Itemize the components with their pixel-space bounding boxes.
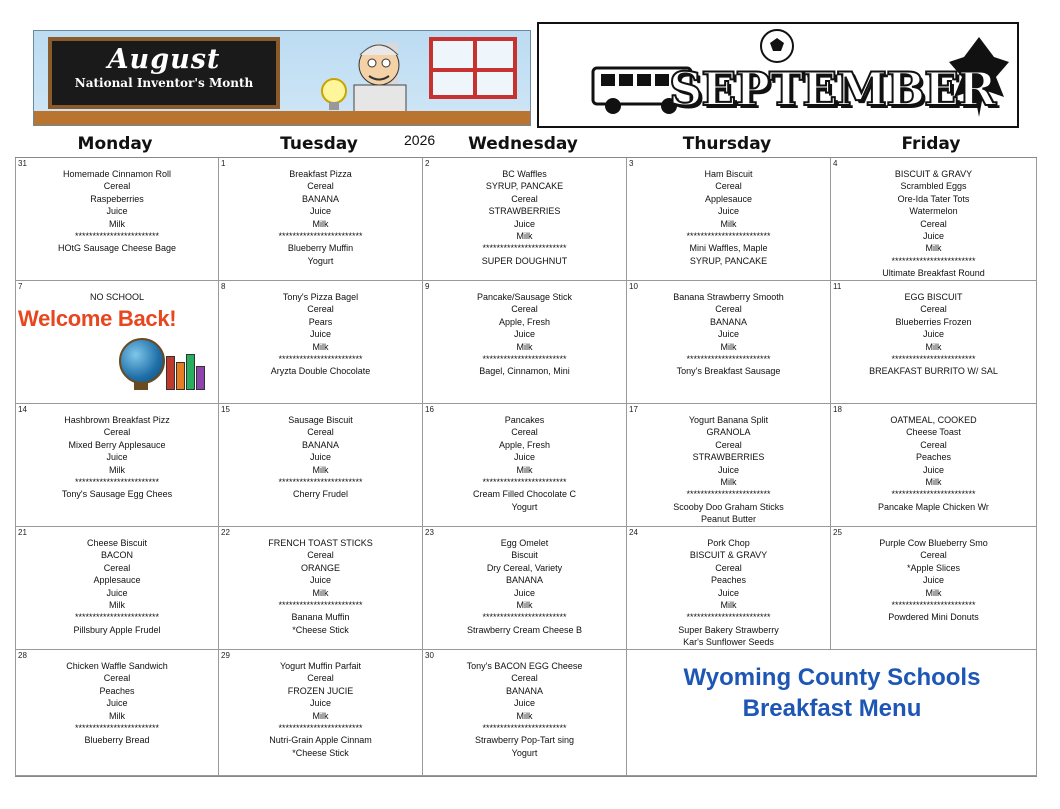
menu-item: Juice <box>513 452 535 463</box>
day-cell <box>831 281 1037 404</box>
day-cell <box>423 281 627 404</box>
menu-item: Cereal <box>307 550 334 561</box>
menu-items <box>831 168 1036 280</box>
day-cell <box>423 404 627 527</box>
menu-item: Cereal <box>715 439 742 450</box>
menu-item: ************************ <box>482 612 567 623</box>
menu-item: ************************ <box>686 231 771 242</box>
menu-items <box>831 537 1036 624</box>
menu-item: Milk <box>720 600 737 611</box>
menu-item: BANANA <box>301 439 339 450</box>
day-cell <box>15 281 219 404</box>
menu-item: Juice <box>717 587 739 598</box>
menu-item: Ultimate Breakfast Round <box>882 268 985 279</box>
menu-item: *Apple Slices <box>906 562 961 573</box>
menu-items <box>831 414 1036 513</box>
day-header-monday: Monday <box>77 134 153 154</box>
day-cell <box>423 650 627 776</box>
menu-item: Super Bakery Strawberry <box>678 624 779 635</box>
menu-item: Watermelon <box>909 206 958 217</box>
menu-item: BC Waffles <box>502 169 547 179</box>
menu-item: Purple Cow Blueberry Smo <box>879 538 988 548</box>
menu-item: Pears <box>308 316 333 327</box>
day-number: 31 <box>18 159 27 168</box>
books-icon <box>166 354 208 390</box>
menu-item: Cereal <box>307 304 334 315</box>
menu-item: Sausage Biscuit <box>288 415 353 425</box>
menu-item: OATMEAL, COOKED <box>890 415 977 425</box>
menu-items <box>627 414 830 526</box>
menu-item: Tony's Pizza Bagel <box>282 292 359 302</box>
august-banner <box>33 30 531 126</box>
desk <box>34 111 530 125</box>
day-number: 9 <box>425 282 430 291</box>
menu-item: Apple, Fresh <box>498 316 551 327</box>
menu-item: Juice <box>106 206 128 217</box>
menu-items <box>423 660 626 759</box>
day-number: 18 <box>833 405 842 414</box>
menu-item: ************************ <box>482 243 567 254</box>
menu-item: SUPER DOUGHNUT <box>481 255 568 266</box>
day-cell <box>423 527 627 650</box>
menu-item: Pancake/Sausage Stick <box>476 292 573 302</box>
menu-items <box>423 291 626 378</box>
menu-item: Milk <box>516 464 533 475</box>
menu-item: EGG BISCUIT <box>904 292 963 302</box>
menu-item: Scooby Doo Graham Sticks <box>673 501 784 512</box>
menu-item: Cereal <box>920 304 947 315</box>
day-number: 2 <box>425 159 430 168</box>
menu-item: Aryzta Double Chocolate <box>270 366 371 377</box>
menu-item: Dry Cereal, Variety <box>486 562 563 573</box>
menu-item: Cereal <box>511 193 538 204</box>
day-number: 3 <box>629 159 634 168</box>
september-banner <box>537 22 1019 128</box>
day-number: 25 <box>833 528 842 537</box>
menu-item: Tony's Sausage Egg Chees <box>61 489 173 500</box>
day-number: 15 <box>221 405 230 414</box>
menu-item: Milk <box>109 600 125 611</box>
menu-items <box>831 291 1036 378</box>
menu-item: ************************ <box>278 231 363 242</box>
day-header-friday: Friday <box>901 134 961 154</box>
menu-item: Yogurt Muffin Parfait <box>279 661 362 671</box>
menu-item: Cereal <box>307 181 334 192</box>
year-label: 2026 <box>404 132 436 148</box>
august-subtitle: National Inventor's Month <box>74 76 254 90</box>
menu-item: Cereal <box>920 550 947 561</box>
menu-item: Cream Filled Chocolate C <box>472 489 577 500</box>
menu-item: HOtG Sausage Cheese Bage <box>57 243 177 254</box>
menu-item: Cereal <box>715 304 742 315</box>
menu-name: Breakfast Menu <box>742 695 922 722</box>
menu-item: ************************ <box>891 354 976 365</box>
globe-icon <box>119 338 165 384</box>
menu-item: Blueberry Muffin <box>287 243 354 254</box>
menu-item: BISCUIT & GRAVY <box>894 169 973 179</box>
menu-item: Milk <box>516 710 533 721</box>
menu-item: ************************ <box>891 255 976 266</box>
menu-item: ************************ <box>278 600 363 611</box>
menu-items <box>219 168 422 267</box>
menu-item: Cereal <box>307 673 334 684</box>
day-number: 1 <box>221 159 226 168</box>
menu-item: Pillsbury Apple Frudel <box>73 624 161 635</box>
menu-item: Milk <box>312 218 329 229</box>
menu-item: Juice <box>717 464 739 475</box>
menu-items <box>16 414 218 501</box>
menu-item: Milk <box>312 587 329 598</box>
menu-item: ************************ <box>891 489 976 500</box>
menu-item: Scrambled Eggs <box>900 181 967 192</box>
menu-item: ************************ <box>74 612 160 623</box>
menu-item: ************************ <box>686 489 771 500</box>
menu-items <box>219 537 422 636</box>
day-cell <box>831 527 1037 650</box>
menu-item: Blueberry Bread <box>84 735 150 746</box>
menu-item: Yogurt <box>307 255 334 266</box>
menu-item: Cereal <box>103 562 131 573</box>
menu-item: Strawberry Pop-Tart sing <box>474 735 575 746</box>
menu-item: Chicken Waffle Sandwich <box>66 661 168 671</box>
day-number: 24 <box>629 528 638 537</box>
menu-item: Nutri-Grain Apple Cinnam <box>269 735 372 746</box>
day-number: 16 <box>425 405 434 414</box>
menu-item: Milk <box>925 243 942 254</box>
menu-item: Cereal <box>511 304 538 315</box>
menu-item: Kar's Sunflower Seeds <box>683 637 774 648</box>
menu-item: Ham Biscuit <box>704 169 753 179</box>
menu-items <box>627 537 830 649</box>
soccer-ball-icon <box>757 26 797 66</box>
menu-item: ************************ <box>278 723 363 734</box>
day-number: 17 <box>629 405 638 414</box>
day-number: 14 <box>18 405 27 414</box>
menu-items <box>219 660 422 759</box>
menu-item: Milk <box>516 231 533 242</box>
menu-item: Cereal <box>715 181 742 192</box>
chalkboard <box>48 37 280 109</box>
day-number: 10 <box>629 282 638 291</box>
menu-items <box>627 168 830 267</box>
menu-item: Tony's BACON EGG Cheese <box>466 661 583 671</box>
menu-item: Blueberries Frozen <box>895 316 972 327</box>
menu-items <box>16 291 218 303</box>
menu-item: Juice <box>309 206 331 217</box>
menu-item: Juice <box>513 587 535 598</box>
menu-item: Milk <box>109 218 125 229</box>
menu-item: FRENCH TOAST STICKS <box>268 538 373 548</box>
day-cell <box>627 527 831 650</box>
menu-item: ************************ <box>686 354 771 365</box>
menu-items <box>219 414 422 501</box>
menu-item: NO SCHOOL <box>89 292 144 302</box>
day-number: 21 <box>18 528 27 537</box>
menu-item: Juice <box>106 698 128 709</box>
day-number: 29 <box>221 651 230 660</box>
menu-item: Bagel, Cinnamon, Mini <box>479 366 570 377</box>
menu-item: Cereal <box>103 427 131 438</box>
menu-item: BANANA <box>505 575 543 586</box>
day-cell <box>219 404 423 527</box>
menu-item: BACON <box>100 550 133 561</box>
menu-item: Cheese Toast <box>906 427 961 438</box>
menu-item: Cereal <box>715 562 742 573</box>
day-number: 7 <box>18 282 23 291</box>
menu-item: Milk <box>312 464 329 475</box>
menu-item: Milk <box>109 464 125 475</box>
menu-item: Peaches <box>710 575 747 586</box>
september-title: SEPTEMBER <box>669 62 996 116</box>
menu-item: Peaches <box>99 685 135 696</box>
menu-item: Cherry Frudel <box>292 489 348 500</box>
menu-item: Raspeberries <box>90 193 144 204</box>
menu-item: Tony's Breakfast Sausage <box>676 366 781 377</box>
menu-item: ORANGE <box>300 562 340 573</box>
menu-items <box>16 537 218 636</box>
menu-item: GRANOLA <box>706 427 751 438</box>
menu-item: Yogurt <box>511 501 538 512</box>
day-cell <box>831 158 1037 281</box>
day-number: 28 <box>18 651 27 660</box>
menu-item: Pancakes <box>504 415 545 425</box>
menu-item: BISCUIT & GRAVY <box>689 550 768 561</box>
menu-items <box>423 537 626 636</box>
menu-item: Juice <box>106 452 128 463</box>
day-cell <box>219 650 423 776</box>
menu-item: ************************ <box>74 723 160 734</box>
menu-item: Juice <box>106 587 128 598</box>
menu-item: Milk <box>720 218 737 229</box>
day-number: 22 <box>221 528 230 537</box>
day-cell <box>627 158 831 281</box>
day-cell <box>15 158 219 281</box>
menu-item: Milk <box>720 341 737 352</box>
day-header-tuesday: Tuesday <box>280 134 358 154</box>
menu-item: Milk <box>925 341 942 352</box>
menu-item: Juice <box>922 575 944 586</box>
day-cell <box>15 650 219 776</box>
day-number: 4 <box>833 159 838 168</box>
menu-items <box>16 168 218 255</box>
august-title: August <box>107 44 221 75</box>
menu-item: Applesauce <box>704 193 753 204</box>
menu-item: BANANA <box>709 316 747 327</box>
menu-item: Powdered Mini Donuts <box>888 612 979 623</box>
day-cell <box>219 527 423 650</box>
menu-item: ************************ <box>74 231 160 242</box>
menu-item: Milk <box>925 587 942 598</box>
menu-item: Banana Strawberry Smooth <box>673 292 784 302</box>
menu-item: Yogurt <box>511 747 538 758</box>
menu-item: Mixed Berry Applesauce <box>68 439 166 450</box>
day-cell <box>423 158 627 281</box>
menu-item: Banana Muffin <box>291 612 350 623</box>
day-cell <box>15 404 219 527</box>
menu-item: ************************ <box>482 477 567 488</box>
menu-item: ************************ <box>686 612 771 623</box>
menu-item: ************************ <box>278 477 363 488</box>
day-cell <box>627 281 831 404</box>
menu-item: ************************ <box>891 600 976 611</box>
menu-item: Cereal <box>307 427 334 438</box>
menu-item: Biscuit <box>511 550 538 561</box>
menu-item: *Cheese Stick <box>292 747 349 758</box>
menu-item: ************************ <box>482 723 567 734</box>
menu-item: Mini Waffles, Maple <box>689 243 768 254</box>
menu-items <box>16 660 218 747</box>
menu-item: Yogurt Banana Split <box>688 415 769 425</box>
menu-item: Juice <box>513 698 535 709</box>
menu-item: BANANA <box>505 685 543 696</box>
menu-item: SYRUP, PANCAKE <box>485 181 564 192</box>
day-cell <box>219 158 423 281</box>
day-cell <box>627 404 831 527</box>
school-name: Wyoming County Schools <box>683 664 981 691</box>
menu-item: Juice <box>717 206 739 217</box>
globe-stand <box>134 382 148 390</box>
menu-item: Hashbrown Breakfast Pizz <box>64 415 170 425</box>
menu-item: Strawberry Cream Cheese B <box>466 624 583 635</box>
menu-item: Milk <box>109 710 125 721</box>
menu-item: Egg Omelet <box>500 538 549 548</box>
menu-item: Juice <box>922 231 944 242</box>
menu-item: Cereal <box>103 181 131 192</box>
menu-item: Juice <box>922 329 944 340</box>
menu-item: Juice <box>309 452 331 463</box>
menu-items <box>423 414 626 513</box>
menu-item: FROZEN JUCIE <box>287 685 354 696</box>
day-header-thursday: Thursday <box>682 134 772 154</box>
day-header-wednesday: Wednesday <box>468 134 578 154</box>
day-number: 11 <box>833 282 842 291</box>
menu-item: Peaches <box>915 452 952 463</box>
day-number: 23 <box>425 528 434 537</box>
window-decoration <box>429 37 517 99</box>
menu-item: Juice <box>513 329 535 340</box>
menu-item: Milk <box>720 477 737 488</box>
menu-item: Cereal <box>511 427 538 438</box>
menu-item: Homemade Cinnamon Roll <box>62 169 172 179</box>
menu-item: Juice <box>309 575 331 586</box>
menu-title <box>628 662 1036 724</box>
menu-item: ************************ <box>482 354 567 365</box>
menu-items <box>627 291 830 378</box>
menu-item: Milk <box>516 341 533 352</box>
day-cell <box>219 281 423 404</box>
menu-item: Breakfast Pizza <box>289 169 352 179</box>
menu-item: SYRUP, PANCAKE <box>689 255 768 266</box>
day-number: 30 <box>425 651 434 660</box>
menu-item: Juice <box>309 329 331 340</box>
menu-item: ************************ <box>278 354 363 365</box>
menu-items <box>423 168 626 267</box>
menu-item: Cereal <box>103 673 131 684</box>
menu-item: *Cheese Stick <box>292 624 349 635</box>
menu-item: Juice <box>717 329 739 340</box>
menu-item: ************************ <box>74 477 160 488</box>
menu-item: Ore-Ida Tater Tots <box>897 193 970 204</box>
menu-item: Milk <box>312 341 329 352</box>
menu-item: Milk <box>925 477 942 488</box>
menu-item: Cheese Biscuit <box>86 538 148 548</box>
menu-item: STRAWBERRIES <box>692 452 765 463</box>
menu-item: Juice <box>513 218 535 229</box>
menu-item: Cereal <box>920 439 947 450</box>
menu-item: BREAKFAST BURRITO W/ SAL <box>869 366 998 377</box>
menu-item: Cereal <box>920 218 947 229</box>
day-number: 8 <box>221 282 226 291</box>
menu-item: Pork Chop <box>707 538 750 548</box>
menu-item: Cereal <box>511 673 538 684</box>
menu-item: Milk <box>312 710 329 721</box>
day-cell <box>831 404 1037 527</box>
welcome-back-text: Welcome Back! <box>18 306 177 331</box>
menu-item: STRAWBERRIES <box>488 206 561 217</box>
menu-item: Applesauce <box>93 575 141 586</box>
menu-items <box>219 291 422 378</box>
menu-item: Juice <box>922 464 944 475</box>
menu-item: Juice <box>309 698 331 709</box>
day-cell <box>15 527 219 650</box>
menu-item: Peanut Butter <box>700 514 757 525</box>
menu-item: Apple, Fresh <box>498 439 551 450</box>
menu-item: Pancake Maple Chicken Wr <box>878 501 989 512</box>
menu-item: Milk <box>516 600 533 611</box>
menu-item: BANANA <box>301 193 339 204</box>
